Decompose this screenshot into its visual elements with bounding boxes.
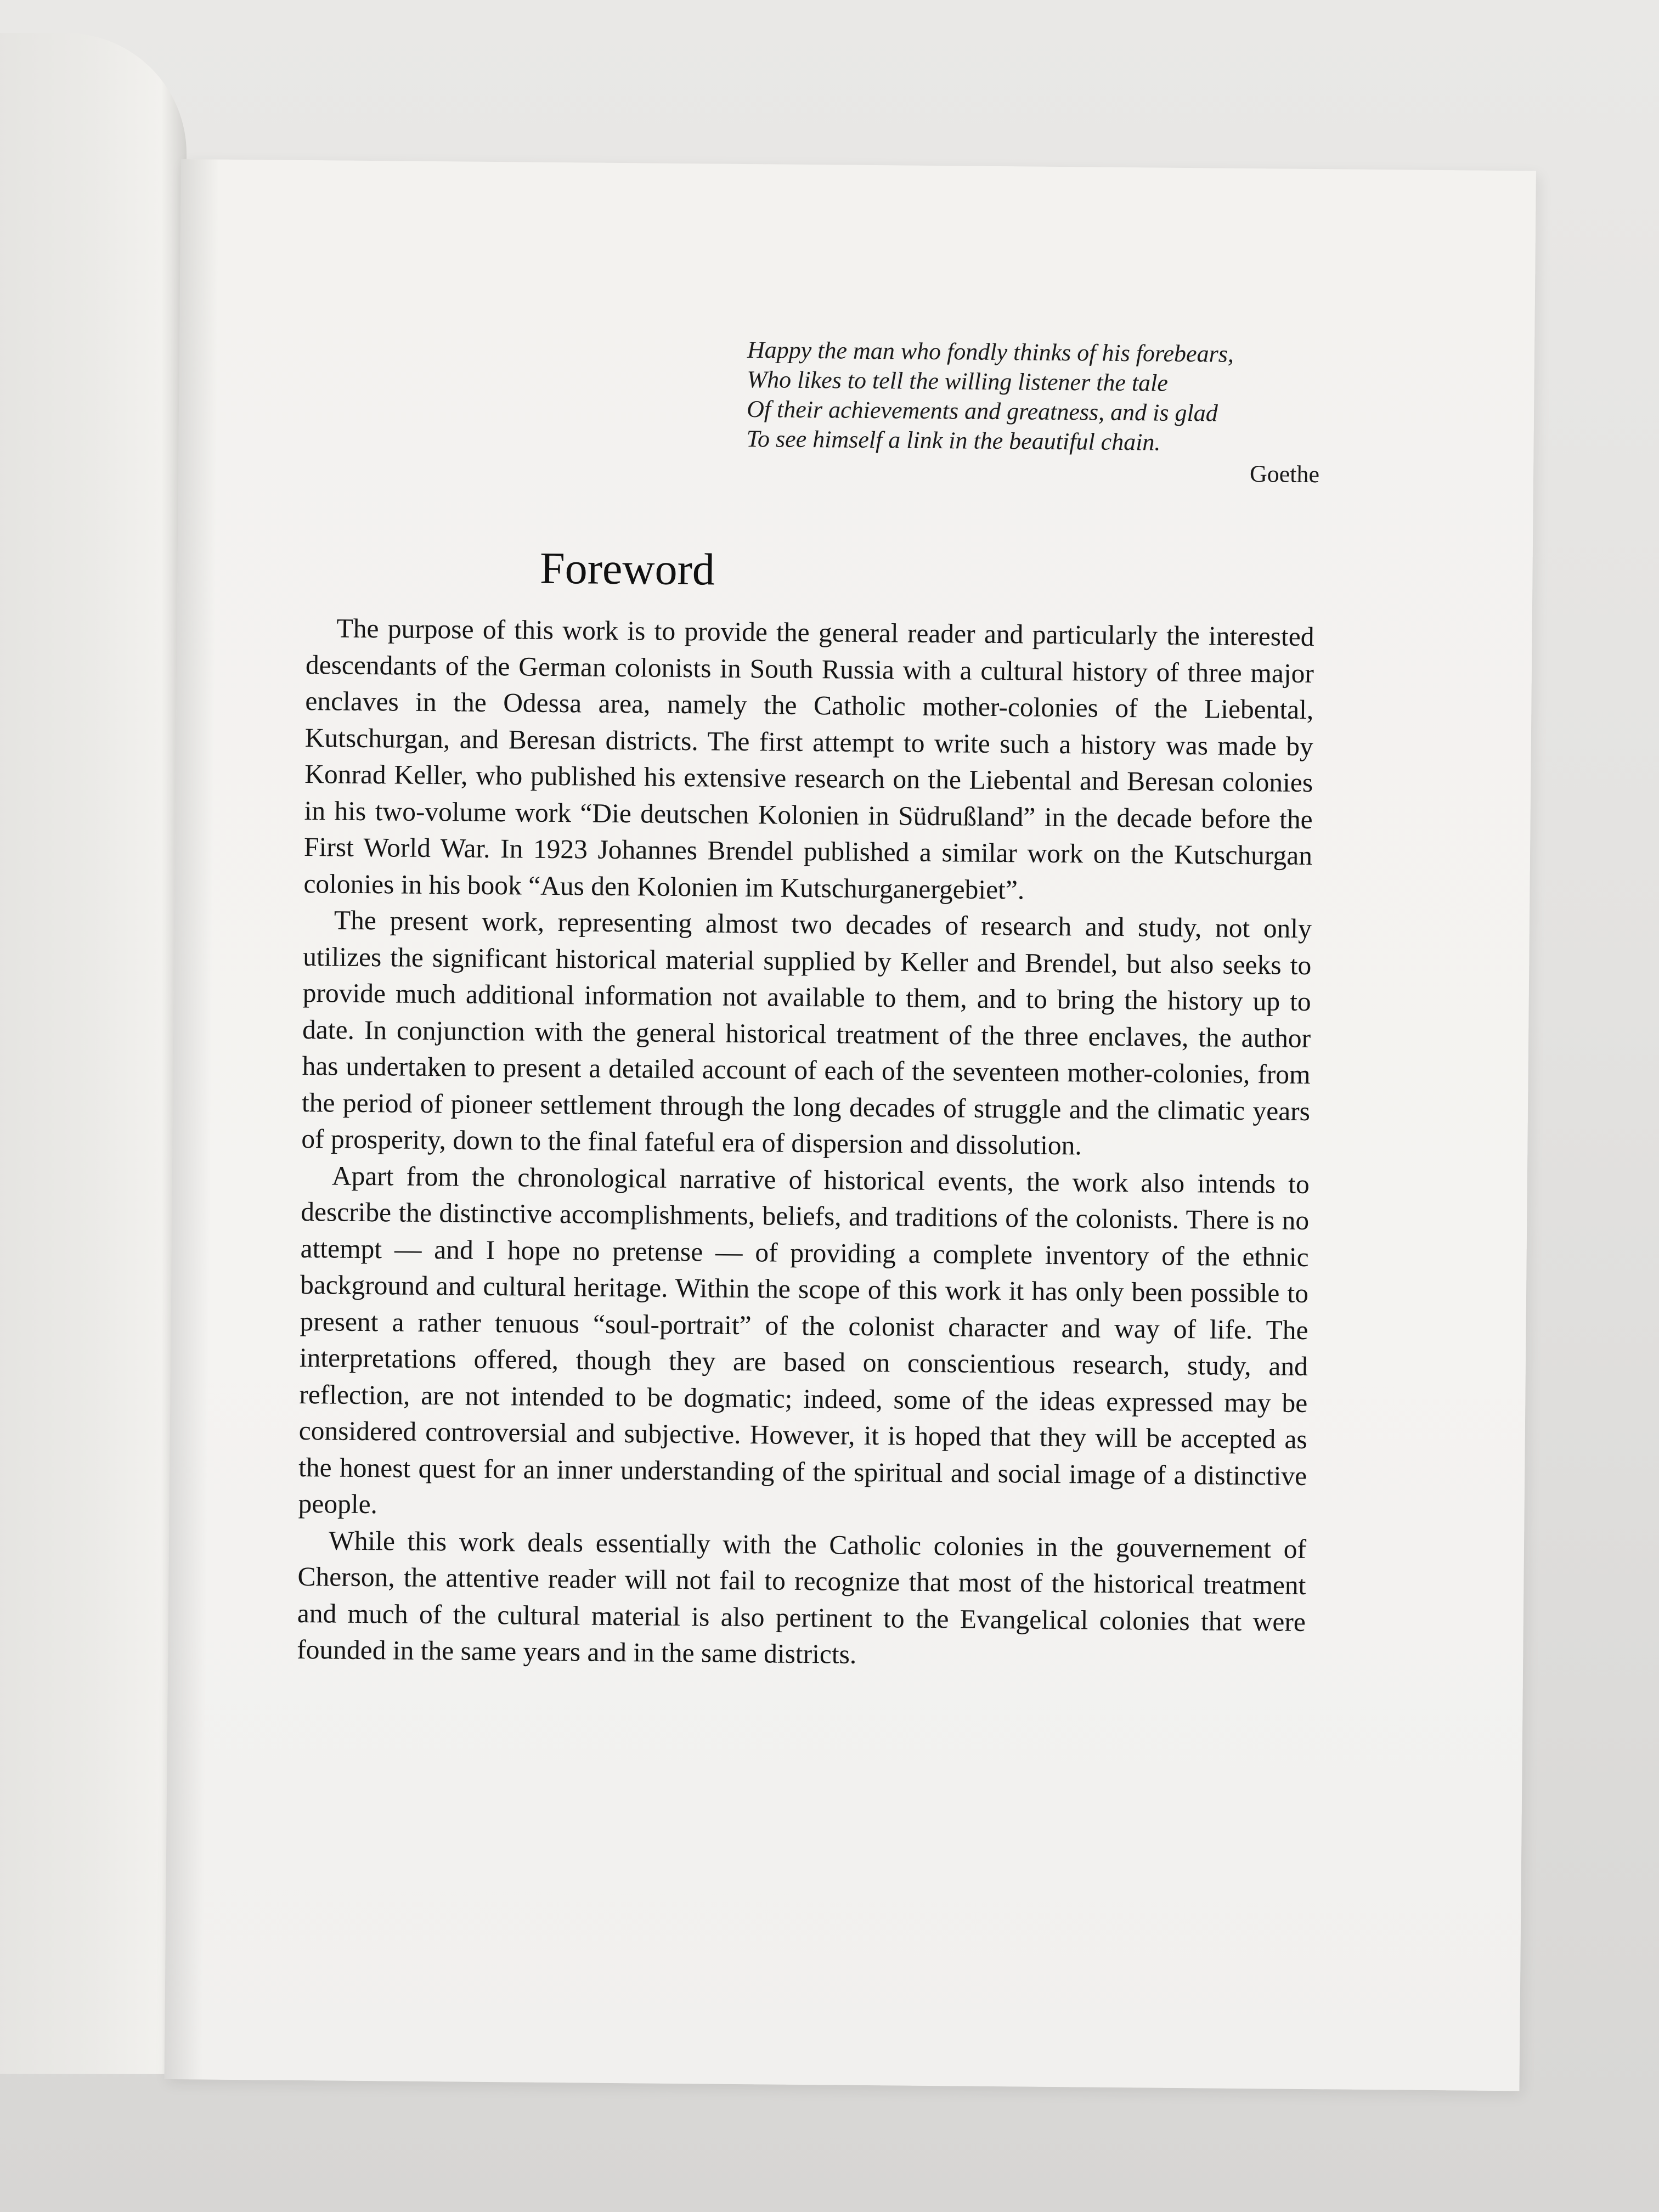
epigraph-line: To see himself a link in the beautiful chain. xyxy=(746,425,1161,456)
left-page-curl xyxy=(0,33,187,2074)
epigraph-line: Who likes to tell the willing listener the tale xyxy=(747,366,1169,397)
paragraph: While this work deals essentially with the Catholic colonies in the gouvernement of Cherson, the attentive reader will not fail to recognize that most of the historical treatment and much of the cultural material is also pertinent to the Evangelical colonies that were founded in the same years and in the same districts. xyxy=(297,1525,1307,1669)
epigraph xyxy=(746,335,1321,489)
epigraph-line: Of their achievements and greatness, and is glad xyxy=(746,396,1218,427)
epigraph-attribution: Goethe xyxy=(1249,460,1320,488)
paragraph: Apart from the chronological narrative of historical events, the work also intends to describe the distinctive accomplishments, beliefs, and traditions of the colonists. There is no attempt — and I hope no pretense — of providing a complete inventory of the ethnic background and cultural heritage. Within the scope of this work it has only been possible to present a rather tenuous “soul-portrait” of the colonist character and way of life. The interpretations offered, though they are based on conscientious research, study, and reflection, are not intended to be dogmatic; indeed, some of the ideas expressed may be considered controversial and subjective. However, it is hoped that they will be accepted as the honest quest for an inner understanding of the spiritual and social image of a distinctive people. xyxy=(298,1160,1310,1520)
book-page xyxy=(164,159,1536,2091)
foreword-body xyxy=(297,610,1314,1677)
paragraph: The present work, representing almost two decades of research and study, not only utilizes the significant historical material supplied by Keller and Brendel, but also seeks to provide much additional information not available to them, and to bring the history up to date. In conjunction with the general historical treatment of the three enclaves, the author has undertaken to present a detailed account of each of the seventeen mother-colonies, from the period of pioneer settlement through the long decades of struggle and the climatic years of prosperity, down to the final fateful era of dispersion and dissolution. xyxy=(301,905,1312,1161)
paragraph: The purpose of this work is to provide the general reader and particularly the interested descendants of the German colonists in South Russia with a cultural history of three major enclaves in the Odessa area, namely the Catholic mother-colonies of the Liebental, Kutschurgan, and Beresan districts. The first attempt to write such a history was made by Konrad Keller, who published his extensive research on the Liebental and Beresan colonies in his two-volume work “Die deutschen Kolonien in Südrußland” in the decade before the First World War. In 1923 Johannes Brendel published a similar work on the Kutschurgan colonies in his book “Aus den Kolonien im Kutschurganergebiet”. xyxy=(303,613,1314,905)
epigraph-line: Happy the man who fondly thinks of his forebears, xyxy=(747,336,1234,368)
page-title: Foreword xyxy=(539,543,715,595)
